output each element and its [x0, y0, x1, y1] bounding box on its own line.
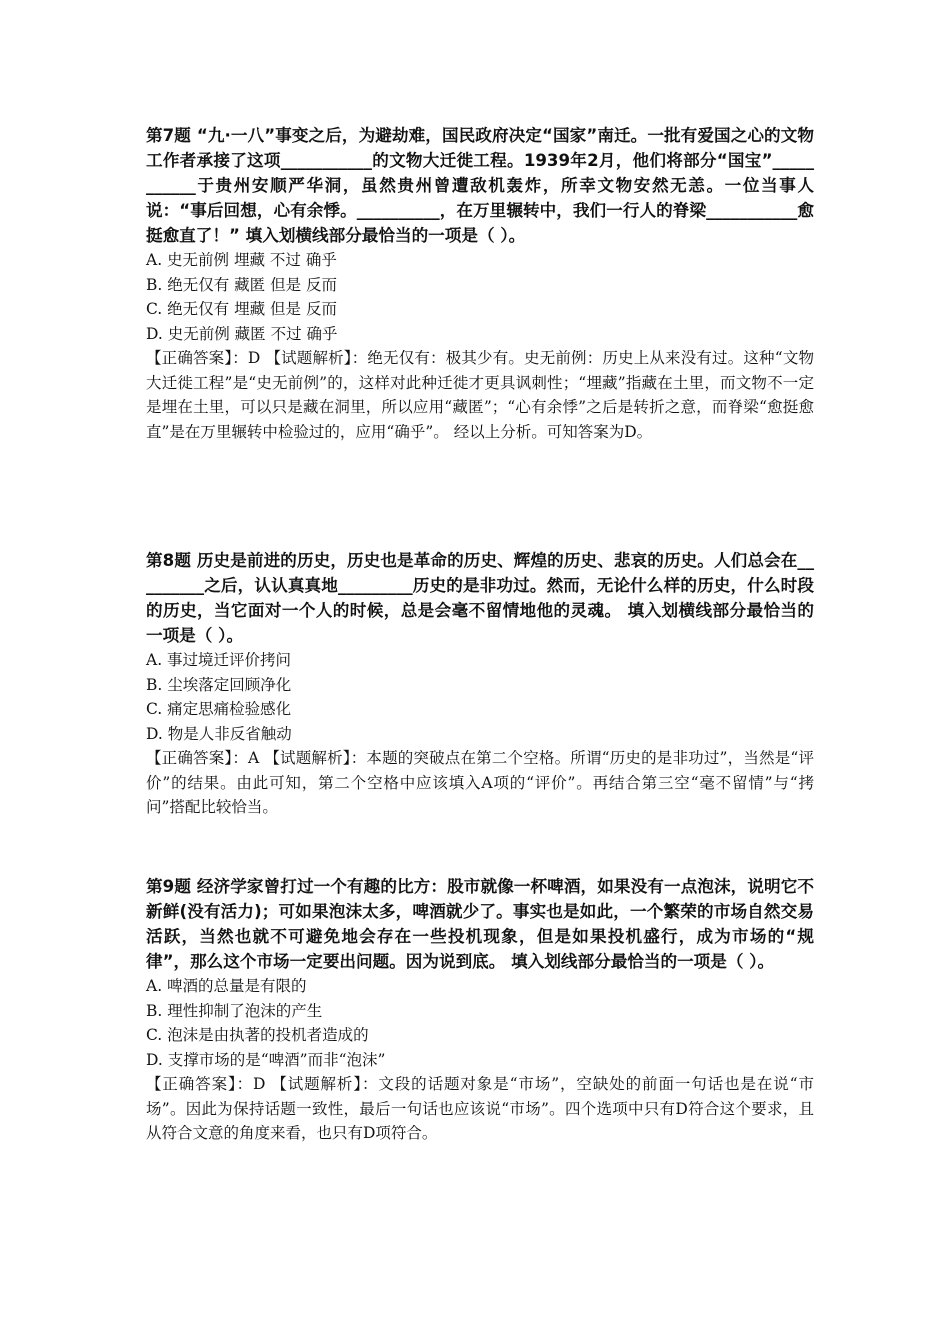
answer-explanation: 【正确答案】：A 【试题解析】：本题的突破点在第二个空格。所谓“历史的是非功过”，当然是“评价”的结果。由此可知，第二个空格中应该填入A项的“评价”。再结合第三空“毫不留情”与“拷问”搭配比较恰当。: [146, 749, 814, 816]
document-page: [146, 123, 814, 1146]
option-c: C. 痛定思痛检验感化: [146, 700, 292, 718]
question-7: [146, 123, 814, 548]
question-stem: 第7题 “九·一八”事变之后，为避劫难，国民政府决定“国家”南迁。一批有爱国之心的文物工作者承接了这项___________的文物大迁徙工程。1939年2月，他们将部分“国宝”___________于贵州安顺严华洞，虽然贵州曾遭敌机轰炸，所幸文物安然无恙。一位当事人说：“事后回想，心有余悸。__________，在万里辗转中，我们一行人的脊梁___________愈挺愈直了！” 填入划横线部分最恰当的一项是（ ）。: [146, 126, 814, 245]
option-b: B. 尘埃落定回顾净化: [146, 675, 292, 694]
option-c: C. 泡沫是由执著的投机者造成的: [146, 1026, 369, 1044]
option-b: B. 理性抑制了泡沫的产生: [146, 1001, 323, 1020]
answer-explanation: 【正确答案】：D 【试题解析】：绝无仅有：极其少有。史无前例：历史上从来没有过。这种“文物大迁徙工程”是“史无前例”的，这样对此种迁徙才更具讽刺性；“埋藏”指藏在土里，而文物不一定是埋在土里，可以只是藏在洞里，所以应用“藏匿”；“心有余悸”之后是转折之意，而脊梁“愈挺愈直”是在万里辗转中检验过的，应用“确乎”。 经以上分析。可知答案为D。: [146, 349, 814, 441]
option-d: D. 支撑市场的是“啤酒”而非“泡沫”: [146, 1050, 386, 1069]
option-c: C. 绝无仅有 埋藏 但是 反而: [146, 300, 337, 318]
option-a: A. 事过境迁评价拷问: [146, 651, 292, 669]
option-d: D. 史无前例 藏匿 不过 确乎: [146, 324, 338, 343]
question-8: [146, 548, 814, 874]
question-9: [146, 874, 814, 1146]
option-a: A. 史无前例 埋藏 不过 确乎: [146, 251, 337, 269]
question-stem: 第9题 经济学家曾打过一个有趣的比方：股市就像一杯啤酒，如果没有一点泡沫，说明它不新鲜(没有活力)；可如果泡沫太多，啤酒就少了。事实也是如此，一个繁荣的市场自然交易活跃，当然也就不可避免地会存在一些投机现象，但是如果投机盛行，成为市场的“规律”，那么这个市场一定要出问题。因为说到底。 填入划线部分最恰当的一项是（ ）。: [146, 877, 814, 971]
option-a: A. 啤酒的总量是有限的: [146, 977, 307, 995]
option-b: B. 绝无仅有 藏匿 但是 反而: [146, 275, 338, 294]
option-d: D. 物是人非反省触动: [146, 724, 292, 743]
answer-explanation: 【正确答案】：D 【试题解析】：文段的话题对象是“市场”，空缺处的前面一句话也是在说“市场”。因此为保持话题一致性，最后一句话也应该说“市场”。四个选项中只有D符合这个要求，且从符合文意的角度来看，也只有D项符合。: [146, 1075, 814, 1142]
question-stem: 第8题 历史是前进的历史，历史也是革命的历史、辉煌的历史、悲哀的历史。人们总会在_________之后，认认真真地_________历史的是非功过。然而，无论什么样的历史，什么时段的历史，当它面对一个人的时候，总是会毫不留情地他的灵魂。 填入划横线部分最恰当的一项是（ ）。: [146, 551, 814, 645]
